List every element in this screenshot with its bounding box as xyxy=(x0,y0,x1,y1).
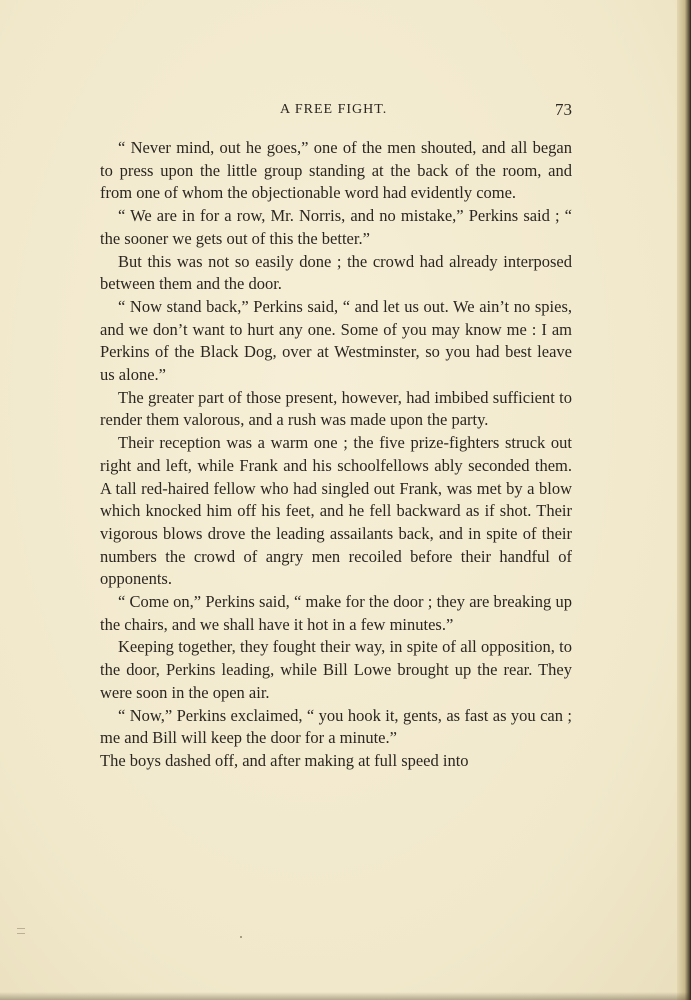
margin-mark xyxy=(17,928,25,934)
page-header xyxy=(100,100,572,122)
paragraph: But this was not so easily done ; the crowd had already interposed between them and the door. xyxy=(100,251,572,294)
paragraph: “ Now stand back,” Perkins said, “ and let us out. We ain’t no spies, and we don’t want to hurt any one. Some of you may know me : I am Perkins of the Black Dog, over at Westminster, so you had best leave us alone.” xyxy=(100,296,572,385)
page-number: 73 xyxy=(555,100,572,119)
page-bottom-shadow xyxy=(0,992,691,1000)
paragraph: The boys dashed off, and after making at full speed into xyxy=(100,750,469,770)
paragraph: “ Never mind, out he goes,” one of the men shouted, and all began to press upon the little group standing at the back of the room, and from one of whom the objectionable word had evidently come. xyxy=(100,138,572,203)
paper-speck xyxy=(240,936,242,938)
paragraph: “ We are in for a row, Mr. Norris, and no mistake,” Perkins said ; “ the sooner we gets out of this the better.” xyxy=(100,206,572,248)
page-edge-shadow xyxy=(677,0,691,1000)
paragraph: The greater part of those present, however, had imbibed sufficient to render them valorous, and a rush was made upon the party. xyxy=(100,387,572,430)
running-title: A FREE FIGHT. xyxy=(280,102,388,117)
body-text xyxy=(100,137,572,773)
paragraph: Keeping together, they fought their way, in spite of all opposition, to the door, Perkins leading, while Bill Lowe brought up the rear. They were soon in the open air. xyxy=(100,637,572,702)
paragraph: “ Come on,” Perkins said, “ make for the door ; they are breaking up the chairs, and we shall have it hot in a few minutes.” xyxy=(100,592,572,634)
paragraph: Their reception was a warm one ; the five prize-fighters struck out right and left, while Frank and his schoolfellows ably seconded them. A tall red-haired fellow who had singled out Frank, was met by a blow which knocked him off his feet, and he fell backward as if shot. Their vigorous blows drove the leading assailants back, and in spite of their numbers the crowd of angry men recoiled before their handful of opponents. xyxy=(100,433,572,589)
paragraph: “ Now,” Perkins exclaimed, “ you hook it, gents, as fast as you can ; me and Bill will keep the door for a minute.” xyxy=(100,705,572,748)
